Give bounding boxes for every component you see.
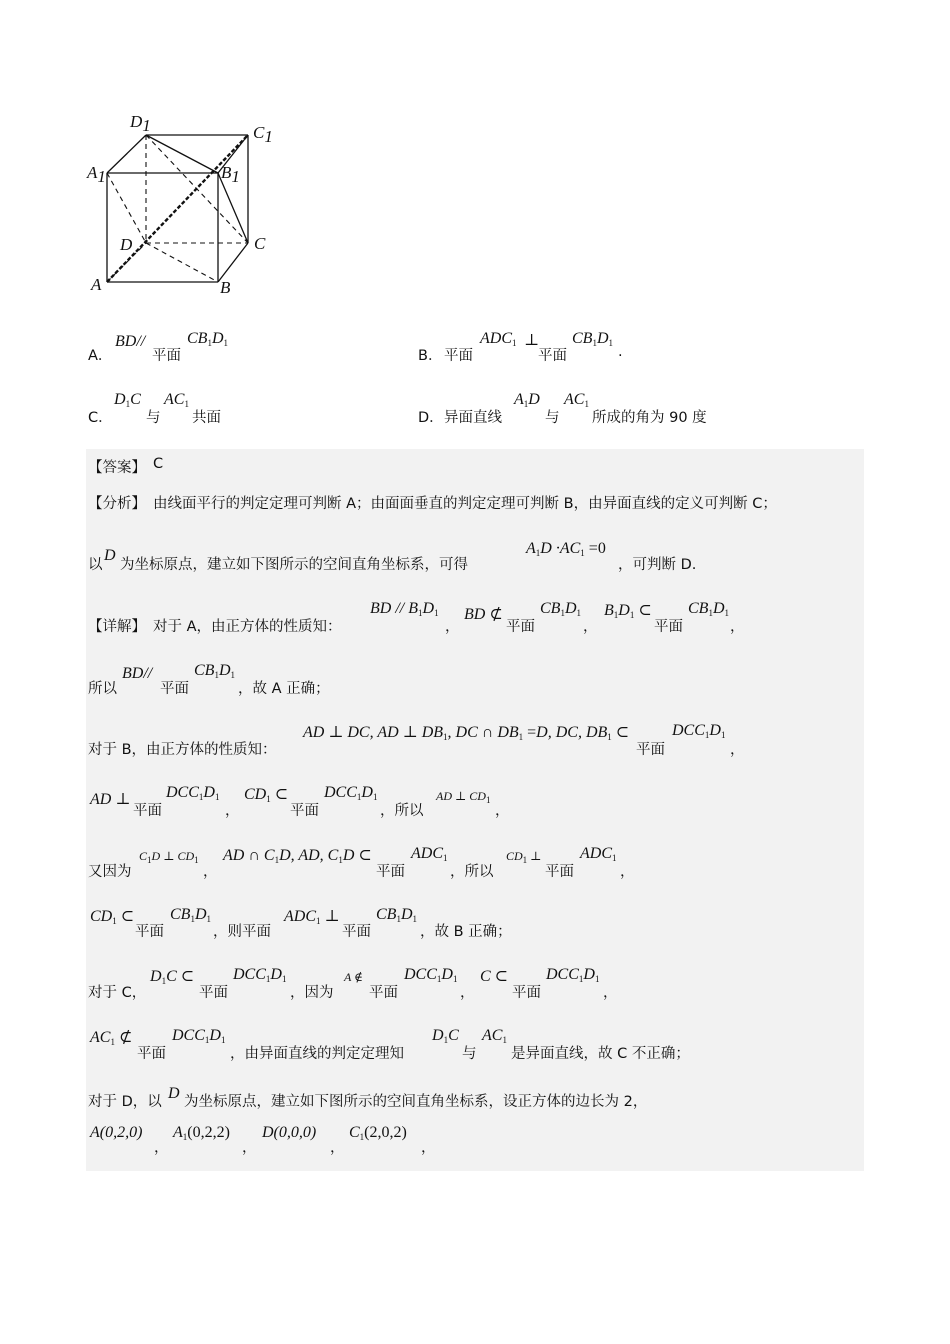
edge-a1d1 (107, 135, 146, 173)
cube-figure (80, 108, 300, 308)
label-a1: A1 (87, 163, 106, 186)
label-a: A (91, 275, 102, 294)
label-b1: B1 (221, 163, 240, 186)
edge-d1b1 (146, 135, 218, 173)
label-d: D (120, 235, 133, 254)
hidden-db (146, 243, 218, 282)
label-b: B (220, 278, 231, 297)
edge-bc (218, 243, 248, 282)
label-d1: D1 (130, 112, 151, 135)
label-c1: C1 (253, 123, 273, 146)
label-c: C (254, 234, 266, 253)
hidden-a1d (107, 173, 146, 243)
diagonal-ac1 (107, 135, 248, 282)
